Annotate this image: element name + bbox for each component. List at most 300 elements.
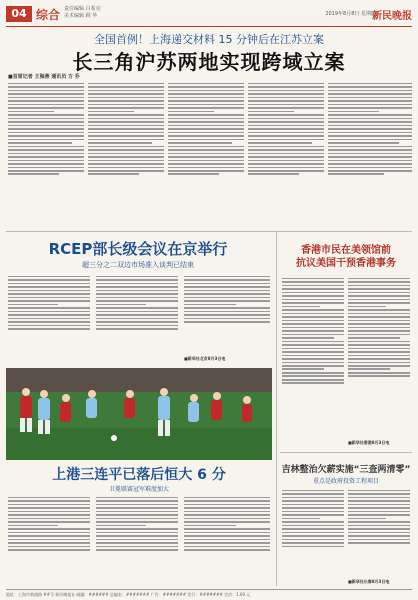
text-line [328,111,379,113]
text-line [168,135,244,137]
text-line [348,497,410,499]
text-line [88,135,164,137]
text-line [282,344,344,346]
text-line [348,539,410,541]
text-line [248,90,324,92]
text-line [88,104,164,106]
jilin-body-col-2 [348,488,410,576]
text-line [96,311,178,313]
text-line [8,328,90,330]
text-line [8,93,84,95]
text-line [348,323,410,325]
text-line [282,337,334,339]
text-line [348,521,410,523]
hk-divider [280,452,412,453]
lead-body-col-5 [328,81,412,227]
text-line [248,139,324,141]
text-line [88,93,164,95]
text-line [96,279,178,281]
sports-body-col-1 [8,495,90,585]
text-line [8,497,90,499]
text-line [96,518,178,520]
column-divider [276,232,277,586]
text-line [88,114,164,116]
text-line [348,368,390,370]
text-line [282,281,344,283]
section-number: 04 [6,6,32,22]
text-line [96,304,146,306]
text-line [184,321,270,323]
text-line [282,355,344,357]
text-line [282,514,344,516]
text-line [8,300,90,302]
text-line [184,318,270,320]
text-line [184,525,236,527]
text-line [282,348,344,350]
text-line [96,535,178,537]
text-line [168,132,244,134]
text-line [88,153,164,155]
text-line [282,500,344,502]
text-line [168,125,244,127]
text-line [282,368,324,370]
jilin-headline: 吉林整治欠薪实施“三查两清零” [281,465,411,475]
text-line [282,351,344,353]
text-line [348,313,410,315]
text-line [248,100,324,102]
text-line [8,135,84,137]
text-line [184,286,270,288]
text-line [248,118,324,120]
text-line [8,507,90,509]
masthead [6,4,412,27]
text-line [96,328,178,330]
text-line [348,518,386,520]
text-line [282,295,344,297]
text-line [328,167,412,169]
text-line [328,121,412,123]
football-photo-illustration [6,368,272,460]
text-line [168,149,244,151]
text-line [328,90,412,92]
text-line [184,518,270,520]
text-line [328,107,412,109]
text-line [282,379,344,381]
text-line [88,121,164,123]
text-line [248,83,324,85]
text-line [168,114,244,116]
text-line [8,304,58,306]
text-line [96,504,178,506]
text-line [282,535,344,537]
text-line [8,539,90,541]
text-line [282,546,344,548]
text-line [328,128,412,130]
text-line [8,146,84,148]
text-line [248,156,324,158]
text-line [8,114,84,116]
text-line [282,372,344,374]
text-line [96,325,178,327]
sports-subhead: 卫冕联赛冠军难度加大 [108,486,169,493]
text-line [184,542,270,544]
sports-body-col-2 [96,495,178,585]
text-line [328,163,412,165]
text-line [8,525,58,527]
text-line [96,283,178,285]
text-line [184,535,270,537]
text-line [348,372,410,374]
text-line [168,111,214,113]
text-line [282,507,344,509]
text-line [8,125,84,127]
text-line [8,86,84,88]
text-line [282,327,344,329]
lead-kicker: 全国首例！上海递交材料 15 分钟后在江苏立案 [94,33,324,46]
text-line [328,132,412,134]
text-line [8,118,84,120]
rcep-headline: RCEP部长级会议在京举行 [48,240,228,258]
designer-line: 美术编辑 顾 华 [64,13,98,19]
text-line [328,86,412,88]
text-line [96,542,178,544]
text-line [88,163,164,165]
hk-headline-line-2: 抗议美国干预香港事务 [296,258,396,269]
text-line [96,514,178,516]
text-line [348,285,410,287]
text-line [348,337,400,339]
text-line [348,493,410,495]
text-line [248,86,324,88]
text-line [8,121,84,123]
text-line [282,365,344,367]
text-line [282,323,344,325]
text-line [282,285,344,287]
text-line [328,135,412,137]
text-line [348,362,410,364]
text-line [282,497,344,499]
text-line [248,173,299,175]
editor-line: 责任编辑 吕希克 [64,6,101,12]
text-line [184,314,270,316]
text-line [184,311,270,313]
text-line [348,514,410,516]
text-line [168,142,232,144]
text-line [348,320,410,322]
text-line [282,375,344,377]
text-line [88,132,164,134]
text-line [328,153,412,155]
rcep-credit: ■新华社北京8月3日电 [184,356,226,361]
text-line [96,549,178,551]
text-line [8,149,84,151]
text-line [8,156,84,158]
text-line [8,518,90,520]
text-line [168,100,244,102]
issue-date: 2019年8月8日 星期四 [325,11,376,17]
lead-body-col-4 [248,81,324,227]
text-line [96,318,178,320]
text-line [282,313,344,315]
text-line [282,278,344,280]
rcep-body-col-1 [8,274,90,362]
text-line [8,311,90,313]
text-line [348,511,410,513]
text-line [348,327,410,329]
text-line [88,97,164,99]
text-line [8,546,90,548]
text-line [348,344,410,346]
football-match-photo [6,368,272,460]
text-line [8,293,90,295]
text-line [96,297,178,299]
text-line [168,107,244,109]
text-line [96,286,178,288]
page-footer: 地址：上海市黄浦路 ##号 新民晚报社 邮编：###### 总编室：####### 广告：####### 发行：####### 定价：1.00 元 [6,589,412,598]
text-line [248,125,324,127]
text-line [282,341,344,343]
text-line [348,528,410,530]
text-line [96,293,178,295]
text-line [184,497,270,499]
text-line [184,293,270,295]
text-line [168,128,244,130]
text-line [348,306,386,308]
text-line [168,90,244,92]
text-line [248,93,324,95]
lead-body-col-2 [88,81,164,227]
text-line [348,278,410,280]
text-line [88,156,164,158]
text-line [96,511,178,513]
text-line [88,146,164,148]
text-line [88,83,164,85]
text-line [248,160,324,162]
text-line [348,355,410,357]
text-line [282,309,344,311]
text-line [248,167,324,169]
text-line [168,139,244,141]
text-line [282,521,344,523]
lead-byline: ■首席记者 王海燕 通讯员 方 乔 [8,74,80,80]
text-line [168,163,244,165]
text-line [96,307,178,309]
text-line [328,170,412,172]
text-line [8,286,90,288]
text-line [8,535,90,537]
text-line [8,297,90,299]
text-line [348,490,410,492]
lead-body-col-3 [168,81,244,227]
text-line [8,107,84,109]
text-line [282,358,344,360]
text-line [88,128,164,130]
text-line [282,382,344,384]
text-line [96,507,178,509]
text-line [8,173,59,175]
text-line [88,139,164,141]
text-line [88,90,164,92]
text-line [168,97,244,99]
text-line [328,149,412,151]
text-line [282,302,344,304]
text-line [348,375,410,377]
paper-logo: 新民晚报 [372,11,412,22]
text-line [348,358,410,360]
text-line [248,153,324,155]
text-line [96,321,178,323]
text-line [8,290,90,292]
text-line [184,307,270,309]
text-line [282,316,344,318]
text-line [8,276,90,278]
text-line [8,514,90,516]
text-line [282,542,344,544]
lead-headline: 长三角沪苏两地实现跨域立案 [72,50,346,74]
text-line [184,304,236,306]
text-line [248,97,324,99]
text-line [184,504,270,506]
text-line [8,111,54,113]
text-line [168,104,244,106]
text-line [328,125,412,127]
text-line [328,142,399,144]
text-line [96,497,178,499]
text-line [282,490,344,492]
text-line [184,276,270,278]
text-line [348,341,410,343]
text-line [328,139,412,141]
text-line [8,104,84,106]
text-line [282,288,344,290]
text-line [168,156,244,158]
text-line [348,351,410,353]
text-line [8,500,90,502]
text-line [282,362,344,364]
text-line [328,156,412,158]
jilin-subhead: 重点是政府投资工程项目 [312,478,379,485]
rcep-body-col-3 [184,274,270,354]
hk-headline-line-1: 香港市民在美领馆前 [301,245,391,256]
text-line [348,504,410,506]
text-line [8,153,84,155]
text-line [348,288,410,290]
text-line [88,118,164,120]
text-line [8,314,90,316]
text-line [328,118,412,120]
text-line [248,170,324,172]
text-line [96,525,146,527]
text-line [184,283,270,285]
text-line [348,365,410,367]
hk-credit: ■新华社香港8月3日电 [348,440,390,445]
text-line [184,279,270,281]
text-line [282,330,344,332]
text-line [184,521,270,523]
text-line [8,167,84,169]
text-line [248,146,324,148]
text-line [8,542,90,544]
text-line [348,281,410,283]
text-line [8,97,84,99]
text-line [8,318,90,320]
text-line [184,532,270,534]
text-line [328,173,384,175]
text-line [348,309,410,311]
text-line [348,302,410,304]
text-line [88,142,152,144]
text-line [184,511,270,513]
text-line [168,160,244,162]
text-line [8,521,90,523]
text-line [184,290,270,292]
text-line [348,295,410,297]
text-line [96,314,178,316]
text-line [328,104,412,106]
text-line [328,83,412,85]
text-line [8,549,90,551]
text-line [282,320,344,322]
text-line [168,86,244,88]
text-line [96,300,178,302]
text-line [8,160,84,162]
jilin-body-col-1 [282,488,344,584]
text-line [8,139,84,141]
text-line [328,93,412,95]
text-line [88,125,164,127]
text-line [184,528,270,530]
text-line [96,276,178,278]
text-line [348,330,410,332]
text-line [282,334,344,336]
text-line [8,163,84,165]
text-line [282,493,344,495]
text-line [348,292,410,294]
text-line [8,511,90,513]
text-line [8,142,72,144]
text-line [168,170,244,172]
text-line [282,511,344,513]
text-line [96,290,178,292]
text-line [348,535,410,537]
text-line [248,149,324,151]
rcep-subhead: 超三分之二双边市场准入谈判已结束 [82,261,194,269]
text-line [8,532,90,534]
text-line [8,325,90,327]
text-line [8,528,90,530]
text-line [96,532,178,534]
text-line [248,135,324,137]
text-line [248,104,324,106]
text-line [282,539,344,541]
text-line [184,514,270,516]
text-line [96,546,178,548]
text-line [184,549,270,551]
text-line [248,121,324,123]
text-line [8,307,90,309]
jilin-credit: ■新华社长春8月3日电 [348,579,390,584]
hk-headline [280,244,412,270]
text-line [184,507,270,509]
text-line [248,107,324,109]
text-line [8,170,84,172]
sports-body-col-3 [184,495,270,585]
text-line [88,173,139,175]
rcep-body-col-2 [96,274,178,362]
text-line [168,118,244,120]
text-line [348,525,410,527]
section-divider [6,231,412,232]
